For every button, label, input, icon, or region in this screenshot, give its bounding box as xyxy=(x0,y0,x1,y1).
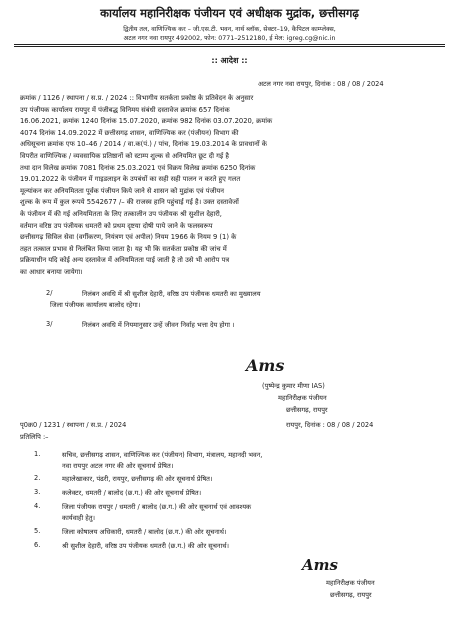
paragraph-1-line: विपरीत वाणिज्यिक / व्यवसायिक प्रतिष्ठानों को स्टाम्प शुल्क से अनियमित छूट दी गई है xyxy=(20,152,229,160)
signatory-name: (पुष्पेन्द्र कुमार मीणा IAS) xyxy=(262,382,325,390)
endorsement-date: रायपुर, दिनांक : 08 / 08 / 2024 xyxy=(286,421,374,429)
paragraph-1-line: प्रक्रियाधीन यदि कोई अन्य दस्तावेज में अनियमितता पाई जाती है तो उसे भी आरोप पत्र xyxy=(20,256,230,265)
signature-scrawl-2: Ams xyxy=(302,556,338,574)
office-address-line1: द्वितीय तल, वाणिज्यिक कर – जी.एस.टी. भवन, नार्थ ब्लॉक, सेक्टर–19, कैपिटल काम्प्लेक्स, xyxy=(123,26,336,33)
paragraph-1-line: मूल्यांकन कर अनियमितता पूर्वक पंजीयन किये जाने से शासन को मुद्रांक एवं पंजीयन xyxy=(20,186,225,195)
paragraph-1-line: क्रमांक / 1126 / स्थापना / स.प्र. / 2024 :: विभागीय सतर्कता प्रकोष्ठ के प्रतिवेदन के अनुसार xyxy=(20,94,254,102)
paragraph-1-line: 4074 दिनांक 14.09.2022 में छत्तीसगढ़ शासन, वाणिज्यिक कर (पंजीयन) विभाग की xyxy=(20,128,239,137)
signatory-place-2: छत्तीसगढ़, रायपुर xyxy=(330,591,372,599)
copy-item-3-number: 3. xyxy=(34,488,41,496)
paragraph-1-line: के पंजीयन में की गई अनियमितता के लिए तत्कालीन उप पंजीयक श्री सुशील देहारी, xyxy=(20,210,222,218)
paragraph-1-line: छत्तीसगढ़ सिविल सेवा (वर्गीकरण, नियंत्रण एवं अपील) नियम 1966 के नियम 9 (1) के xyxy=(20,233,237,242)
signatory-designation: महानिरीक्षक पंजीयन xyxy=(278,394,327,402)
copy-item-5-number: 5. xyxy=(34,527,41,535)
copy-item-1-line-2: नवा रायपुर अटल नगर की ओर सूचनार्थ प्रेषित। xyxy=(62,462,174,470)
copy-item-6-line-1: श्री सुशील देहारी, वरिष्ठ उप पंजीयक धमतरी (छ.ग.) की ओर सूचनार्थ। xyxy=(62,542,229,550)
copy-item-1-number: 1. xyxy=(34,450,41,458)
copy-to-label: प्रतिलिपि :– xyxy=(20,433,49,441)
office-address-line2: अटल नगर नवा रायपुर 492002, फोन: 0771–2512180, ई मेल: igreg.cg@nic.in xyxy=(123,35,336,42)
header-rule-second xyxy=(14,46,445,47)
copy-item-1-line-1: सचिव, छत्तीसगढ़ शासन, वाणिज्यिक कर (पंजीयन) विभाग, मंत्रालय, महानदी भवन, xyxy=(62,451,263,459)
paragraph-1-line: तथा दान विलेख क्रमांक 7081 दिनांक 25.03.2021 एवं विक्रय विलेख क्रमांक 6250 दिनांक xyxy=(20,163,256,172)
copy-item-2-number: 2. xyxy=(34,474,41,482)
paragraph-1-line: वर्तमान वरिष्ठ उप पंजीयक धमतरी को प्रथम दृष्टया दोषी पाये जाने के फलस्वरूप xyxy=(20,221,213,230)
endorsement-ref: पृ0क्र0 / 1231 / स्थापना / स.प्र. / 2024 xyxy=(20,421,127,429)
signature-scrawl-1: Ams xyxy=(246,356,285,375)
copy-item-4-line-2: कार्यवाही हेतु। xyxy=(62,514,96,522)
point-2-line-1: निलंबन अवधि में श्री सुशील देहारी, वरिष्ठ उप पंजीयक धमतरी का मुख्यालय xyxy=(82,290,261,298)
copy-item-3-line-1: कलेक्टर, धमतरी / बालोद (छ.ग.) की ओर सूचनार्थ प्रेषित। xyxy=(62,489,202,497)
paragraph-1-line: 16.06.2021, क्रमांक 1240 दिनांक 15.07.2020, क्रमांक 982 दिनांक 03.07.2020, क्रमांक xyxy=(20,117,273,126)
copy-item-6-number: 6. xyxy=(34,541,41,549)
order-date: अटल नगर नवा रायपुर, दिनांक : 08 / 08 / 2024 xyxy=(258,80,384,88)
paragraph-1-line: शुल्क के रूप में कुल रूपये 5542677 /– की राजस्व हानि पहुंचाई गई है। उक्त दस्तावेजों xyxy=(20,198,239,207)
copy-item-2-line-1: महालेखाकार, पंढरी, रायपुर, छत्तीसगढ़ की ओर सूचनार्थ प्रेषित। xyxy=(62,475,213,483)
point-3-text: निलंबन अवधि में नियमानुसार उन्हें जीवन निर्वाह भत्ता देय होगा । xyxy=(82,321,235,329)
copy-item-4-line-1: जिला पंजीयक रायपुर / धमतरी / बालोद (छ.ग.) की ओर सूचनार्थ एवं आवश्यक xyxy=(62,503,252,511)
point-3-number: 3/ xyxy=(46,320,53,328)
signatory-designation-2: महानिरीक्षक पंजीयन xyxy=(326,579,375,587)
order-heading: :: आदेश :: xyxy=(211,56,248,65)
paragraph-1-line: अधिसूचना क्रमांक एफ 10–46 / 2014 / वा.क(पं.) / पांच, दिनांक 19.03.2014 के प्रावधानों के xyxy=(20,140,267,149)
point-2-line-2: जिला पंजीयक कार्यालय बालोद रहेगा। xyxy=(50,301,141,309)
header-rule xyxy=(14,44,445,45)
paragraph-1-line: तहत तत्काल प्रभाव से निलंबित किया जाता है। यह भी कि सतर्कता प्रकोष्ठ की जांच में xyxy=(20,244,227,253)
signatory-place: छत्तीसगढ़, रायपुर xyxy=(286,406,328,414)
paragraph-1-line: का आधार बनाया जायेगा। xyxy=(20,268,83,276)
paragraph-1-line: 19.01.2022 के पंजीयन में गाइडलाइन के उपबंधों का सही सही पालन न करते हुए गलत xyxy=(20,175,241,184)
copy-item-4-number: 4. xyxy=(34,502,41,510)
point-2-number: 2/ xyxy=(46,289,53,297)
paragraph-1-line: उप पंजीयक कार्यालय रायपुर में पंजीबद्ध विनिमय संबंधी दस्तावेज क्रमांक 657 दिनांक xyxy=(20,105,230,114)
copy-item-5-line-1: जिला कोषालय अधिकारी, धमतरी / बालोद (छ.ग.) की ओर सूचनार्थ। xyxy=(62,528,227,536)
office-title: कार्यालय महानिरीक्षक पंजीयन एवं अधीक्षक मुद्रांक, छत्तीसगढ़ xyxy=(100,6,359,20)
